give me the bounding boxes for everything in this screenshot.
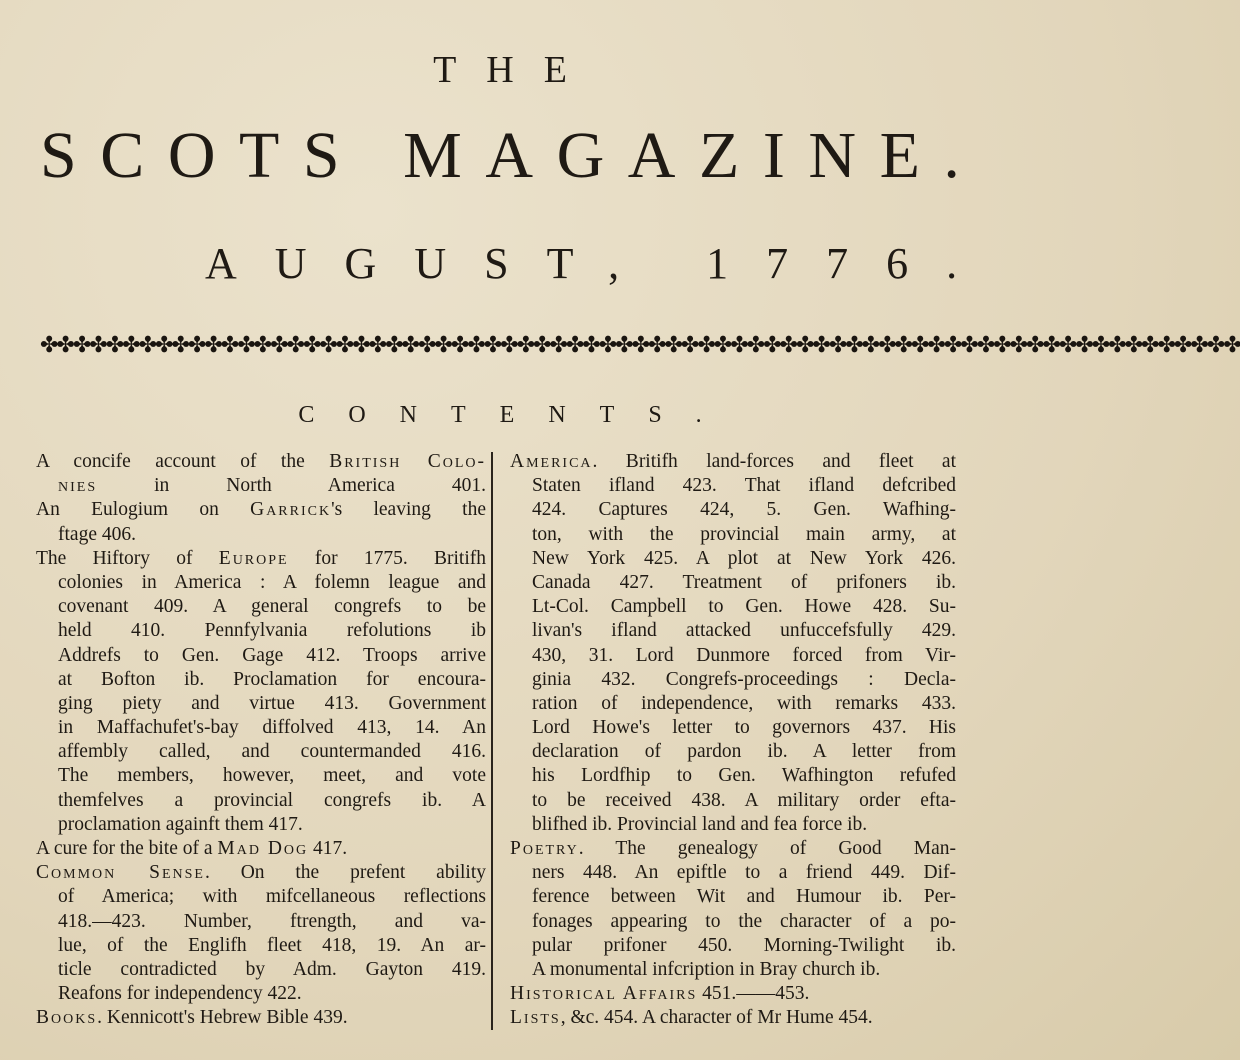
entry-text: in North America 401. (97, 475, 486, 497)
contents-line (510, 571, 956, 595)
contents-entry-continuation (36, 764, 486, 788)
contents-column-right (510, 450, 956, 1031)
contents-entry-continuation (36, 910, 486, 934)
contents-entry-start (36, 1006, 486, 1030)
entry-text: A concife account of the (36, 451, 330, 472)
entry-heading: nies (58, 475, 98, 497)
entry-text: affembly called, and countermanded 416. (58, 741, 486, 763)
entry-text: Staten ifland 423. That ifland defcribed (532, 475, 956, 497)
column-divider (491, 452, 493, 1030)
masthead-title-letter: N (808, 119, 857, 192)
entry-text: 430, 31. Lord Dunmore forced from Vir- (532, 644, 956, 666)
entry-text: themfelves a provincial congrefs ib. A (58, 789, 486, 811)
contents-line (36, 571, 486, 595)
entry-text: Addrefs to Gen. Gage 412. Troops arrive (58, 644, 486, 666)
masthead-title-letter: Z (698, 119, 740, 192)
entry-text: blifhed ib. Provincial land and fea force ib. (532, 813, 868, 835)
contents-line (510, 474, 956, 498)
entry-text: ration of independence, with remarks 433. (532, 692, 956, 714)
contents-line (36, 740, 486, 764)
contents-entry-continuation (510, 740, 956, 764)
contents-entry-continuation (36, 474, 486, 498)
entry-text: . On the prefent ability (204, 862, 486, 884)
contents-line (510, 450, 956, 474)
contents-line (510, 668, 956, 692)
contents-line (510, 547, 956, 571)
contents-line (36, 498, 486, 522)
entry-text: Lord Howe's letter to governors 437. His (532, 717, 956, 739)
contents-entry-continuation (36, 523, 486, 547)
entry-text: ners 448. An epiftle to a friend 449. Dif- (532, 862, 956, 884)
entry-text: ging piety and virtue 413. Government (58, 692, 486, 714)
entry-text: 417. (308, 838, 348, 859)
contents-line (510, 837, 956, 861)
contents-line (36, 474, 486, 498)
entry-text: An Eulogium on (36, 499, 251, 521)
masthead-title-letter (363, 118, 380, 194)
contents-entry-continuation (510, 861, 956, 885)
contents-line (36, 958, 486, 982)
contents-line (36, 910, 486, 934)
contents-entry-continuation (510, 619, 956, 643)
masthead-title (40, 118, 960, 194)
entry-text: Lt-Col. Campbell to Gen. Howe 428. Su- (532, 596, 956, 618)
contents-entry-start (510, 1006, 956, 1030)
masthead-title-letter: A (627, 119, 676, 192)
masthead-title-letter: . (943, 119, 960, 192)
contents-entry-continuation (510, 474, 956, 498)
entry-text: covenant 409. A general congrefs to be (58, 596, 486, 618)
masthead-article: THE (433, 49, 597, 91)
entry-text: . The genealogy of Good Man- (578, 838, 956, 859)
contents-line (36, 789, 486, 813)
entry-text: in Maffachufet's-bay diffolved 413, 14. An (58, 717, 486, 739)
contents-entry-continuation (36, 789, 486, 813)
masthead-title-letter: T (239, 119, 280, 192)
entry-heading: Lists (510, 1007, 561, 1029)
entry-text: fonages appearing to the character of a po- (532, 910, 956, 932)
contents-entry-continuation (36, 668, 486, 692)
entry-text: ginia 432. Congrefs-proceedings : Decla- (532, 668, 956, 690)
contents-line (510, 1006, 956, 1030)
entry-text: lue, of the Englifh fleet 418, 19. An ar- (58, 934, 486, 956)
contents-entry-continuation (510, 571, 956, 595)
contents-line (36, 813, 486, 837)
entry-heading: Historical Affairs (510, 983, 698, 1005)
contents-line (36, 644, 486, 668)
contents-line (36, 837, 486, 861)
contents-entry-continuation (510, 523, 956, 547)
contents-line (36, 692, 486, 716)
contents-entry-start (36, 450, 486, 474)
contents-entry-continuation (36, 644, 486, 668)
contents-line (36, 861, 486, 885)
contents-entry-continuation (510, 813, 956, 837)
entry-text: at Bofton ib. Proclamation for encoura- (58, 668, 486, 690)
contents-line (510, 764, 956, 788)
contents-entry-continuation (36, 885, 486, 909)
contents-entry-continuation (36, 716, 486, 740)
contents-line (510, 813, 956, 837)
entry-text: livan's ifland attacked unfuccefsfully 429. (532, 620, 956, 642)
contents-entry-start (510, 982, 956, 1006)
masthead-title-letter: O (167, 119, 216, 192)
contents-entry-continuation (510, 692, 956, 716)
contents-line (510, 982, 956, 1006)
masthead-title-letter: I (762, 119, 785, 192)
contents-line (36, 716, 486, 740)
contents-line (36, 982, 486, 1006)
contents-line (36, 668, 486, 692)
contents-entry-continuation (510, 498, 956, 522)
contents-line (36, 619, 486, 643)
contents-entry-continuation (36, 619, 486, 643)
contents-entry-continuation (36, 595, 486, 619)
entry-text: The members, however, meet, and vote (58, 765, 486, 787)
contents-line (510, 523, 956, 547)
contents-entry-continuation (510, 764, 956, 788)
entry-text: . Kennicott's Hebrew Bible 439. (97, 1007, 348, 1029)
entry-text: declaration of pardon ib. A letter from (532, 741, 956, 763)
contents-line (510, 595, 956, 619)
entry-text: ticle contradicted by Adm. Gayton 419. (58, 958, 486, 980)
contents-entry-continuation (36, 958, 486, 982)
entry-heading: America (510, 451, 593, 472)
entry-text: New York 425. A plot at New York 426. (532, 547, 956, 569)
contents-line (510, 789, 956, 813)
entry-text: ference between Wit and Humour ib. Per- (532, 886, 956, 908)
contents-entry-start (36, 547, 486, 571)
entry-text: held 410. Pennfylvania refolutions ib (58, 620, 486, 642)
contents-entry-continuation (36, 692, 486, 716)
contents-line (510, 958, 956, 982)
contents-entry-start (510, 837, 956, 861)
contents-entry-continuation (510, 934, 956, 958)
entry-text: A monumental infcription in Bray church ib. (532, 958, 881, 980)
entry-text: 418.—423. Number, ftrength, and va- (58, 910, 486, 932)
contents-entry-start (36, 498, 486, 522)
contents-line (36, 595, 486, 619)
contents-line (510, 861, 956, 885)
contents-entry-continuation (510, 547, 956, 571)
masthead-title-letter: M (403, 119, 462, 192)
entry-heading: Mad Dog (217, 838, 309, 859)
masthead-title-letter: C (100, 119, 145, 192)
contents-entry-continuation (510, 885, 956, 909)
entry-heading: British Colo- (329, 451, 486, 472)
contents-entry-continuation (510, 644, 956, 668)
contents-line (510, 740, 956, 764)
masthead-title-letter: G (556, 119, 605, 192)
entry-text: to be received 438. A military order efta- (532, 789, 956, 811)
entry-text: . Britifh land-forces and fleet at (592, 451, 956, 472)
contents-line (510, 885, 956, 909)
masthead-title-letter: E (879, 119, 920, 192)
contents-entry-start (36, 837, 486, 861)
contents-entry-continuation (36, 571, 486, 595)
contents-line (36, 934, 486, 958)
contents-line (510, 910, 956, 934)
contents-entry-continuation (36, 982, 486, 1006)
entry-text: proclamation againft them 417. (58, 813, 303, 835)
contents-entry-continuation (510, 958, 956, 982)
contents-entry-start (36, 861, 486, 885)
entry-heading: Garrick (250, 499, 332, 521)
contents-line (510, 716, 956, 740)
entry-text: Canada 427. Treatment of prifoners ib. (532, 571, 956, 593)
contents-line (36, 523, 486, 547)
entry-text: 424. Captures 424, 5. Gen. Wafhing- (532, 499, 956, 521)
contents-entry-continuation (510, 595, 956, 619)
entry-text: pular prifoner 450. Morning-Twilight ib. (532, 934, 956, 956)
entry-heading: Poetry (510, 838, 579, 859)
entry-text: ton, with the provincial main army, at (532, 523, 956, 545)
contents-entry-start (510, 450, 956, 474)
contents-heading: CONTENTS. (298, 402, 736, 428)
ornamental-rule: ✤✤✤✤✤✤✤✤✤✤✤✤✤✤✤✤✤✤✤✤✤✤✤✤✤✤✤✤✤✤✤✤✤✤✤✤✤✤✤✤✤✤✤✤✤✤✤✤✤✤✤✤✤✤✤✤✤✤✤✤✤✤✤✤✤✤✤✤✤✤✤✤✤ (40, 332, 1240, 357)
entry-text: A cure for the bite of a (36, 838, 218, 859)
entry-heading: Books (36, 1007, 98, 1029)
entry-text: 's leaving the (331, 499, 486, 521)
entry-heading: Europe (218, 547, 289, 569)
contents-line (510, 692, 956, 716)
entry-text: 451.——453. (697, 983, 810, 1005)
contents-line (36, 547, 486, 571)
contents-line (510, 619, 956, 643)
contents-entry-continuation (510, 910, 956, 934)
contents-line (510, 498, 956, 522)
contents-entry-continuation (510, 789, 956, 813)
issue-date: AUGUST, 1776. (205, 239, 996, 288)
contents-line (36, 764, 486, 788)
contents-entry-continuation (36, 934, 486, 958)
contents-entry-continuation (36, 813, 486, 837)
entry-text: ftage 406. (58, 523, 136, 545)
entry-heading: Common Sense (36, 862, 205, 884)
contents-line (36, 1006, 486, 1030)
contents-column-left (36, 450, 486, 1031)
entry-text: colonies in America : A folemn league and (58, 571, 486, 593)
contents-line (510, 644, 956, 668)
contents-entry-continuation (510, 716, 956, 740)
entry-text: Reafons for independency 422. (58, 983, 302, 1005)
entry-text: for 1775. Britifh (288, 547, 487, 569)
contents-line (510, 934, 956, 958)
contents-line (36, 450, 486, 474)
masthead-title-letter: S (40, 119, 77, 192)
masthead-title-letter: S (302, 119, 340, 192)
contents-entry-continuation (36, 740, 486, 764)
entry-text: The Hiftory of (36, 547, 219, 569)
masthead-title-letter: A (485, 119, 534, 192)
entry-text: his Lordfhip to Gen. Wafhington refufed (532, 765, 956, 787)
entry-text: , &c. 454. A character of Mr Hume 454. (560, 1007, 873, 1029)
entry-text: of America; with mifcellaneous reflections (58, 886, 486, 908)
contents-line (36, 885, 486, 909)
contents-entry-continuation (510, 668, 956, 692)
